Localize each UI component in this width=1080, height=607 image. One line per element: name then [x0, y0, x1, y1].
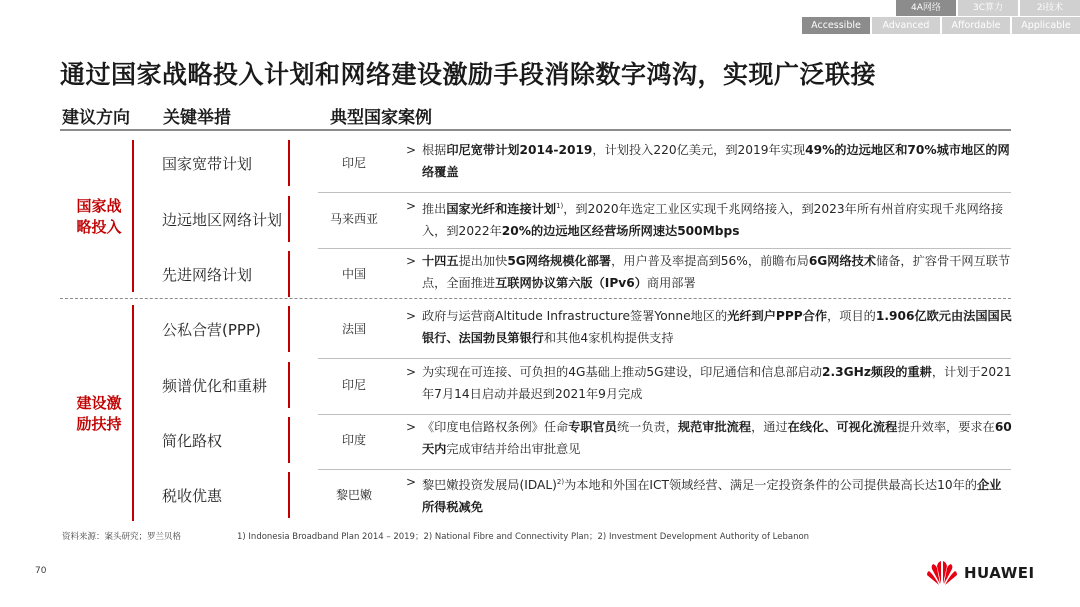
bullet-arrow-icon: > — [406, 254, 417, 268]
tab-4a-network[interactable]: 4A网络 — [896, 0, 956, 16]
case-cell — [406, 250, 1012, 294]
case-text — [406, 250, 1012, 294]
case-segment: ，项目的 — [827, 309, 876, 323]
case-highlight: 2.3GHz频段的重耕 — [822, 365, 932, 379]
group-label-line: 国家战 — [76, 197, 122, 215]
case-highlight: 企业所得税减免 — [422, 478, 1002, 515]
case-text — [406, 471, 1012, 518]
footer-notes: 1) Indonesia Broadband Plan 2014 – 2019；2) National Fibre and Connectivity Plan；2) Investment Development Authority of Lebanon — [237, 532, 810, 542]
case-segment: 黎巴嫩投资发展局(IDAL) — [422, 478, 557, 493]
bullet-arrow-icon: > — [406, 199, 417, 213]
footer-source: 资料来源：案头研究；罗兰贝格 — [62, 532, 182, 542]
tab-advanced[interactable]: Advanced — [872, 17, 940, 34]
tab-affordable[interactable]: Affordable — [942, 17, 1010, 34]
case-highlight: 在线化、可视化流程 — [787, 420, 898, 434]
country-cell: 印尼 — [341, 156, 366, 170]
page-title: 通过国家战略投入计划和网络建设激励手段消除数字鸿沟，实现广泛联接 — [60, 60, 877, 89]
header-measures: 关键举措 — [163, 108, 231, 128]
case-segment: ，用户普及率提高到56%，前瞻布局 — [611, 254, 809, 268]
case-segment: ，计划于2021年7月14日启动并最迟到2021年9月完成 — [422, 365, 1012, 401]
measure-cell: 边远地区网络计划 — [162, 196, 290, 242]
case-segment: ，到2020年选定工业区实现千兆网络接入，到2023年所有州首府实现千兆网络接入，到2022年 — [422, 202, 1004, 239]
nav-bottom-tabs — [800, 17, 1080, 34]
case-text — [406, 305, 1012, 349]
case-segment: ，计划投入220亿美元，到2019年实现 — [592, 143, 806, 157]
case-segment: 根据 — [422, 143, 447, 157]
huawei-flower-icon — [926, 560, 958, 586]
case-segment: 提出加快 — [458, 254, 508, 268]
case-cell — [406, 305, 1012, 349]
case-highlight: 规范审批流程 — [677, 420, 752, 434]
case-segment: 政府与运营商Altitude Infrastructure签署Yonne地区的 — [422, 309, 728, 323]
bullet-arrow-icon: > — [406, 365, 417, 379]
case-highlight: 光纤到户PPP合作 — [727, 309, 828, 323]
case-cell — [406, 195, 1012, 242]
measure-cell: 税收优惠 — [162, 472, 290, 518]
case-highlight: 1.906亿欧元由法国国民银行、法国勃艮第银行 — [422, 309, 1012, 345]
case-segment: 提升效率，要求在 — [897, 420, 995, 434]
case-text — [406, 195, 1012, 242]
bullet-arrow-icon: > — [406, 475, 417, 489]
country-cell: 印度 — [341, 433, 366, 447]
case-highlight: 印尼宽带计划2014-2019 — [446, 143, 593, 157]
case-segment: 为实现在可连接、可负担的4G基础上推动5G建设，印尼通信和信息部启动 — [422, 365, 823, 379]
row-divider — [318, 469, 1011, 470]
case-segment: ，通过 — [751, 420, 788, 434]
case-highlight: 国家光纤和连接计划 — [446, 202, 557, 217]
country-cell: 印尼 — [341, 378, 366, 392]
tab-accessible[interactable]: Accessible — [802, 17, 870, 34]
group-label-line: 励扶持 — [76, 415, 122, 433]
case-cell — [406, 471, 1012, 518]
bullet-arrow-icon: > — [406, 309, 417, 323]
row-divider — [318, 248, 1011, 249]
group-label-strategy — [64, 196, 134, 238]
case-highlight: 60天内 — [422, 420, 1012, 456]
case-segment: 《印度电信路权条例》任命 — [422, 420, 569, 434]
case-highlight: 6G网络技术 — [808, 254, 877, 268]
header-cases: 典型国家案例 — [330, 108, 432, 128]
case-text — [406, 139, 1012, 183]
footnote-marker: 1) — [556, 202, 564, 210]
group-divider — [60, 298, 1011, 299]
nav-top-tabs — [894, 0, 1080, 16]
group-label-incentive — [64, 393, 134, 435]
country-cell: 马来西亚 — [329, 212, 378, 226]
page-number: 70 — [35, 566, 47, 576]
case-highlight: 互联网协议第六版（IPv6） — [495, 276, 647, 290]
group-label-line: 建设激 — [76, 394, 122, 412]
measure-cell: 先进网络计划 — [162, 251, 290, 297]
country-cell: 黎巴嫩 — [335, 488, 372, 502]
tab-applicable[interactable]: Applicable — [1012, 17, 1080, 34]
case-highlight: 49%的边远地区和70%城市地区的网络覆盖 — [422, 143, 1010, 179]
country-cell: 法国 — [341, 322, 366, 336]
bullet-arrow-icon: > — [406, 143, 417, 157]
case-segment: 商用部署 — [646, 276, 696, 290]
group-label-line: 略投入 — [76, 218, 122, 236]
case-segment: 和其他4家机构提供支持 — [543, 331, 674, 345]
measure-cell: 国家宽带计划 — [162, 140, 290, 186]
huawei-logo — [926, 558, 1051, 588]
row-divider — [318, 192, 1011, 193]
bullet-arrow-icon: > — [406, 420, 417, 434]
tab-3c-compute[interactable]: 3C算力 — [958, 0, 1018, 16]
case-highlight: 十四五 — [422, 254, 459, 268]
case-highlight: 20%的边远地区经营场所网速达500Mbps — [501, 224, 740, 239]
row-divider — [318, 358, 1011, 359]
case-highlight: 专职官员 — [568, 420, 617, 434]
brand-name: HUAWEI — [964, 564, 1035, 582]
case-text — [406, 361, 1012, 405]
case-segment: 完成审结并给出审批意见 — [446, 442, 581, 456]
measure-cell: 简化路权 — [162, 417, 290, 463]
case-segment: 储备，扩容骨干网互联节点，全面推进 — [422, 254, 1011, 290]
case-segment: 统一负责， — [617, 420, 678, 434]
header-direction: 建议方向 — [62, 108, 130, 128]
tab-2i-tech[interactable]: 2i技术 — [1020, 0, 1080, 16]
footnote-marker: 2) — [556, 478, 565, 486]
case-segment: 推出 — [422, 202, 447, 217]
header-divider — [60, 129, 1011, 131]
country-cell: 中国 — [341, 267, 366, 281]
case-text — [406, 416, 1012, 460]
case-cell — [406, 416, 1012, 460]
case-highlight: 5G网络规模化部署 — [507, 254, 612, 268]
measure-cell: 公私合营(PPP) — [162, 306, 290, 352]
row-divider — [318, 414, 1011, 415]
case-segment: 为本地和外国在ICT领域经营、满足一定投资条件的公司提供最高长达10年的 — [564, 478, 977, 493]
case-cell — [406, 361, 1012, 405]
measure-cell: 频谱优化和重耕 — [162, 362, 290, 408]
case-cell — [406, 139, 1012, 183]
